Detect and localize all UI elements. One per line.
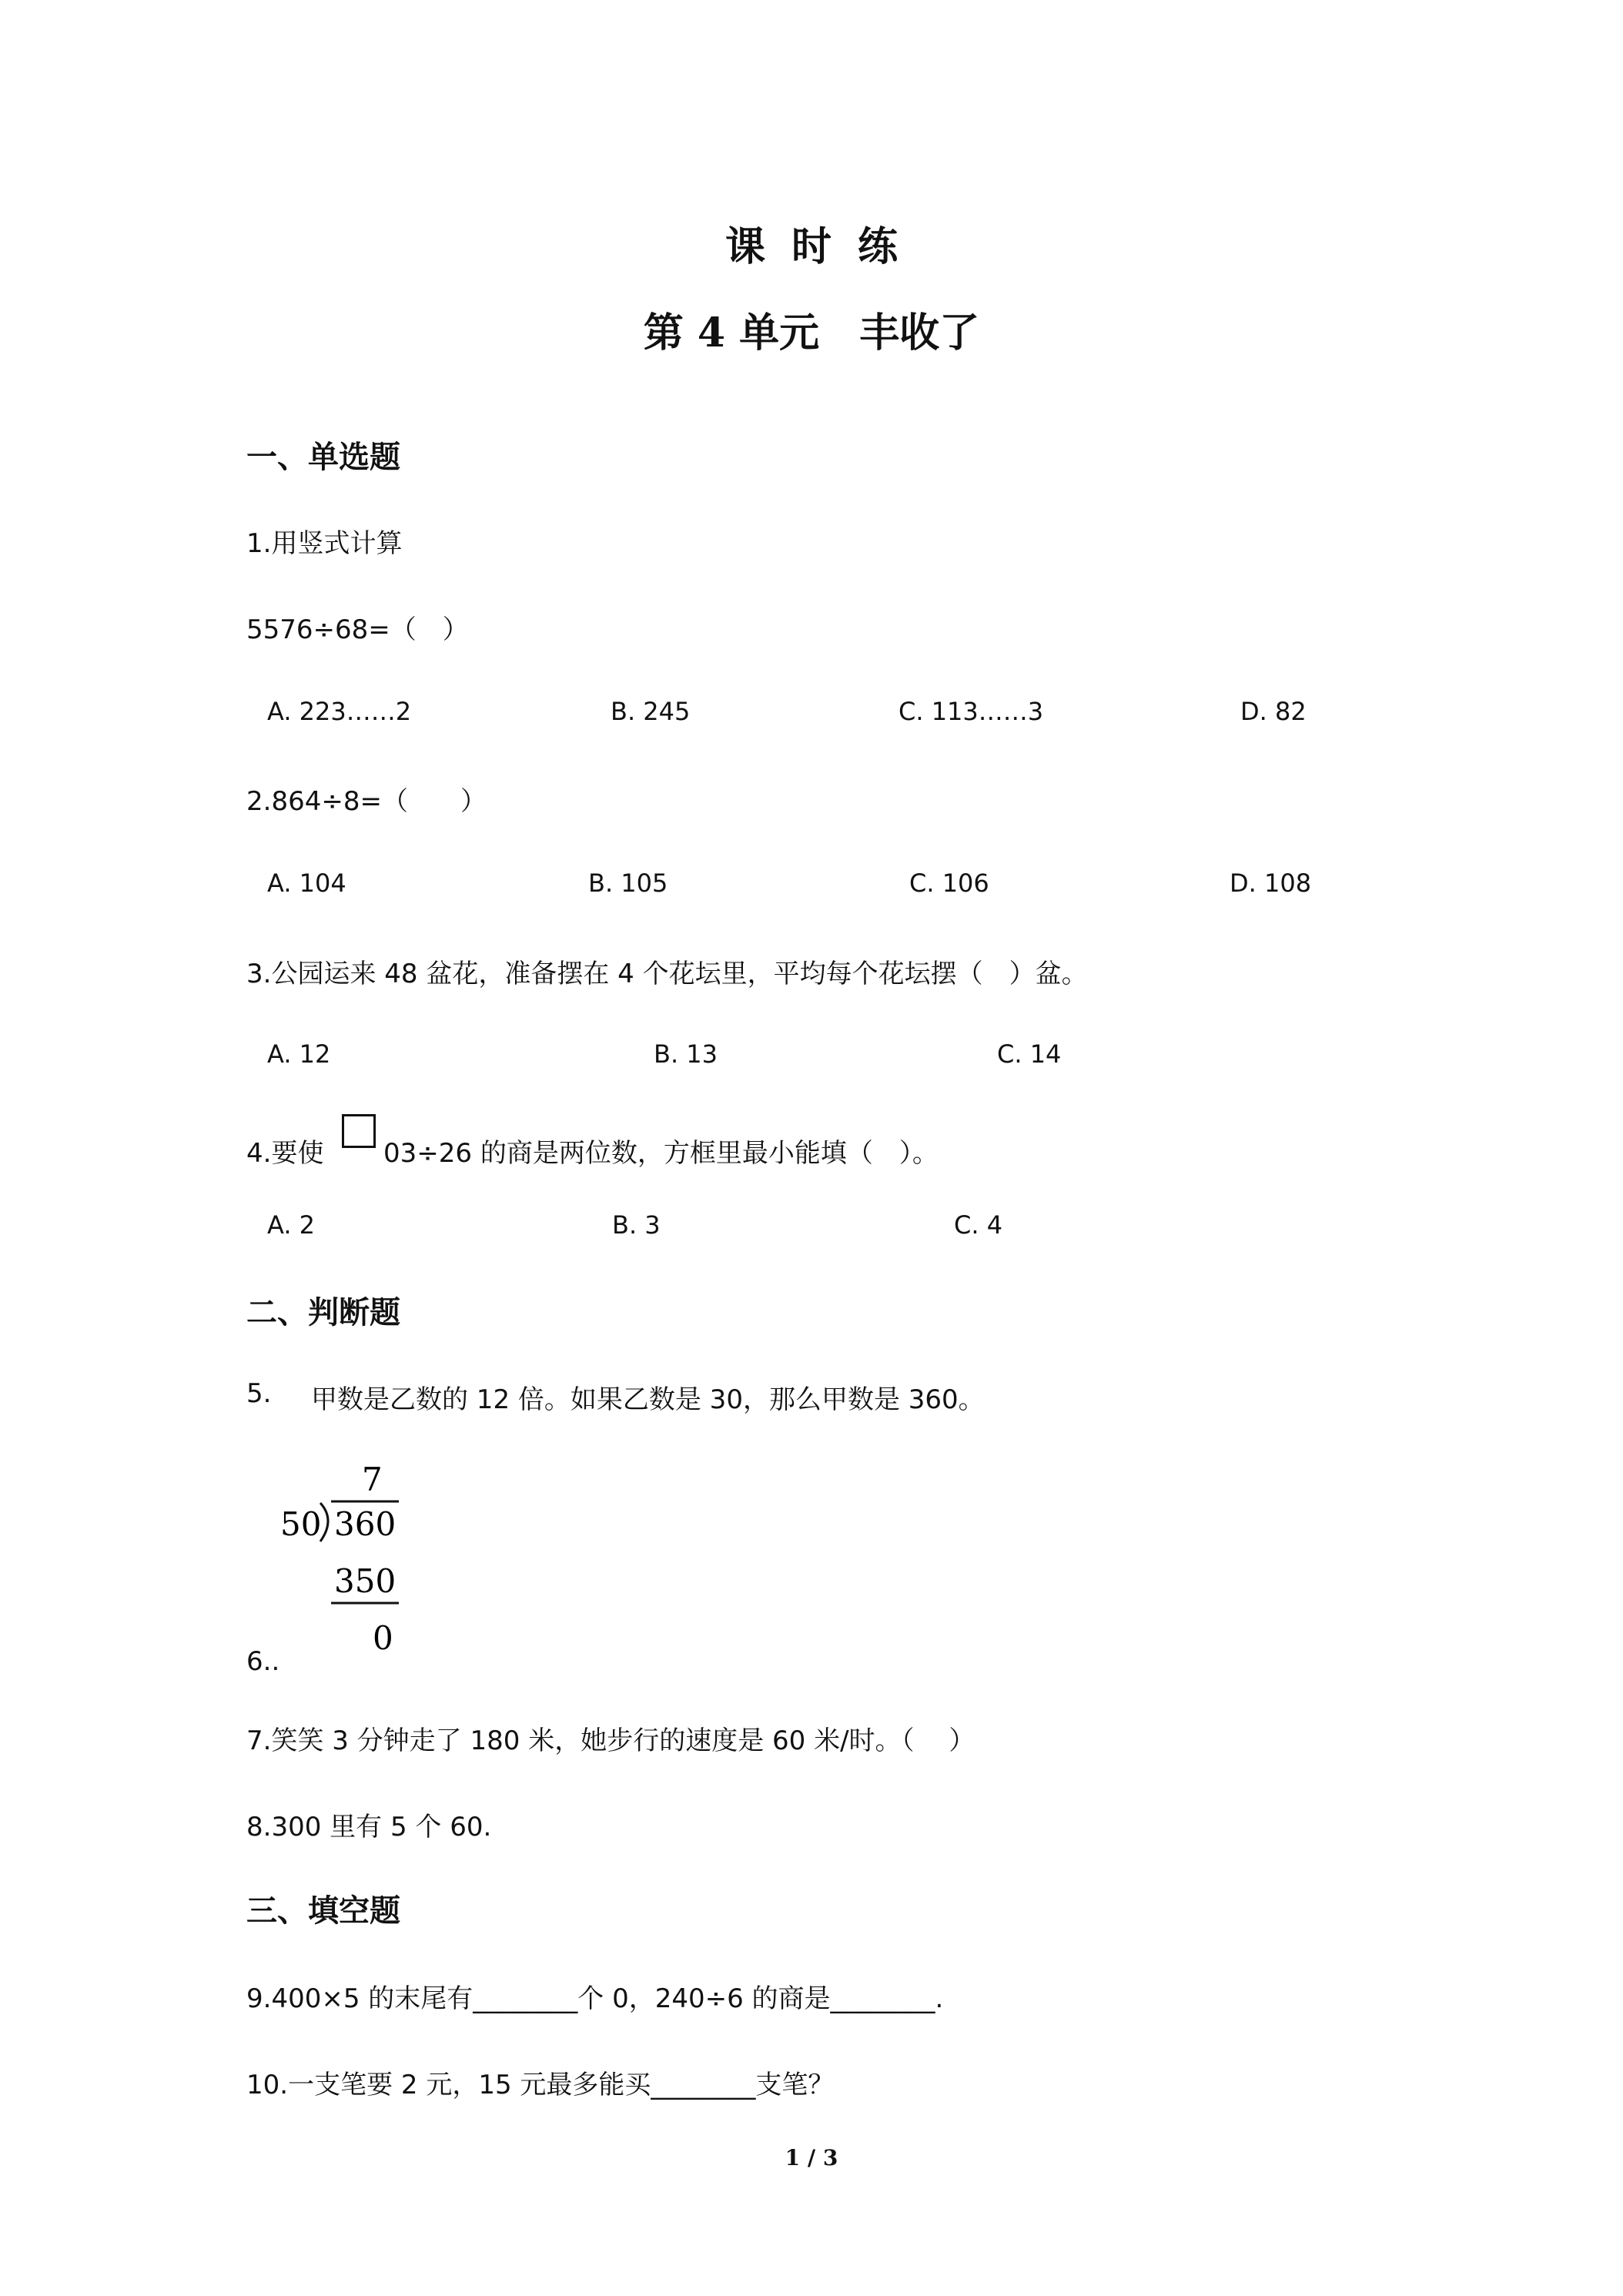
question-5-text: 甲数是乙数的 12 倍。如果乙数是 30，那么甲数是 360。 bbox=[311, 1384, 985, 1415]
section-heading-true-false: 二、判断题 bbox=[246, 1294, 400, 1330]
question-2-text: 2.864÷8=（ ） bbox=[246, 786, 487, 817]
question-3-option-c: C. 14 bbox=[997, 1039, 1062, 1069]
division-dividend: 360 bbox=[334, 1505, 397, 1543]
page-number: 1 / 3 bbox=[785, 2145, 838, 2170]
long-division-figure bbox=[269, 1455, 408, 1663]
question-6-text: 6.. bbox=[246, 1646, 280, 1677]
question-4-prefix: 4.要使 bbox=[246, 1138, 324, 1169]
section-heading-fill-blank: 三、填空题 bbox=[246, 1893, 400, 1929]
question-2-option-a: A. 104 bbox=[267, 869, 346, 898]
division-bracket bbox=[320, 1503, 328, 1541]
division-divisor: 50 bbox=[280, 1505, 322, 1543]
division-quotient: 7 bbox=[362, 1461, 383, 1498]
section-heading-single-choice: 一、单选题 bbox=[246, 439, 400, 475]
question-4-option-a: A. 2 bbox=[267, 1210, 316, 1240]
question-9-text: 9.400×5 的末尾有________个 0，240÷6 的商是________. bbox=[246, 1983, 944, 2014]
question-1-text: 1.用竖式计算 bbox=[246, 528, 403, 559]
question-2-option-b: B. 105 bbox=[588, 869, 668, 898]
question-4-suffix: 03÷26 的商是两位数，方框里最小能填（ ）。 bbox=[383, 1138, 939, 1169]
question-1-option-b: B. 245 bbox=[611, 697, 691, 726]
question-4-option-b: B. 3 bbox=[612, 1210, 661, 1240]
division-remainder: 0 bbox=[373, 1619, 393, 1657]
question-1-option-d: D. 82 bbox=[1240, 697, 1307, 726]
unit-title: 第 4 单元 丰收了 bbox=[643, 310, 980, 356]
question-3-text: 3.公园运来 48 盆花，准备摆在 4 个花坛里，平均每个花坛摆（ ）盆。 bbox=[246, 959, 1088, 989]
question-1-option-c: C. 113……3 bbox=[899, 697, 1044, 726]
question-8-text: 8.300 里有 5 个 60. bbox=[246, 1812, 492, 1842]
question-10-text: 10.一支笔要 2 元，15 元最多能买________支笔？ bbox=[246, 2070, 835, 2100]
question-5-number: 5. bbox=[246, 1378, 272, 1409]
division-product: 350 bbox=[334, 1562, 397, 1600]
question-2-option-c: C. 106 bbox=[909, 869, 989, 898]
question-3-option-b: B. 13 bbox=[654, 1039, 718, 1069]
question-7-text: 7.笑笑 3 分钟走了 180 米，她步行的速度是 60 米/时。（ ） bbox=[246, 1725, 975, 1756]
blank-box-icon bbox=[342, 1114, 376, 1148]
question-3-option-a: A. 12 bbox=[267, 1039, 331, 1069]
page-title: 课时练 bbox=[724, 223, 924, 270]
question-2-option-d: D. 108 bbox=[1230, 869, 1312, 898]
question-1-expression: 5576÷68=（ ） bbox=[246, 614, 469, 645]
question-1-option-a: A. 223……2 bbox=[267, 697, 412, 726]
question-4-option-c: C. 4 bbox=[954, 1210, 1003, 1240]
